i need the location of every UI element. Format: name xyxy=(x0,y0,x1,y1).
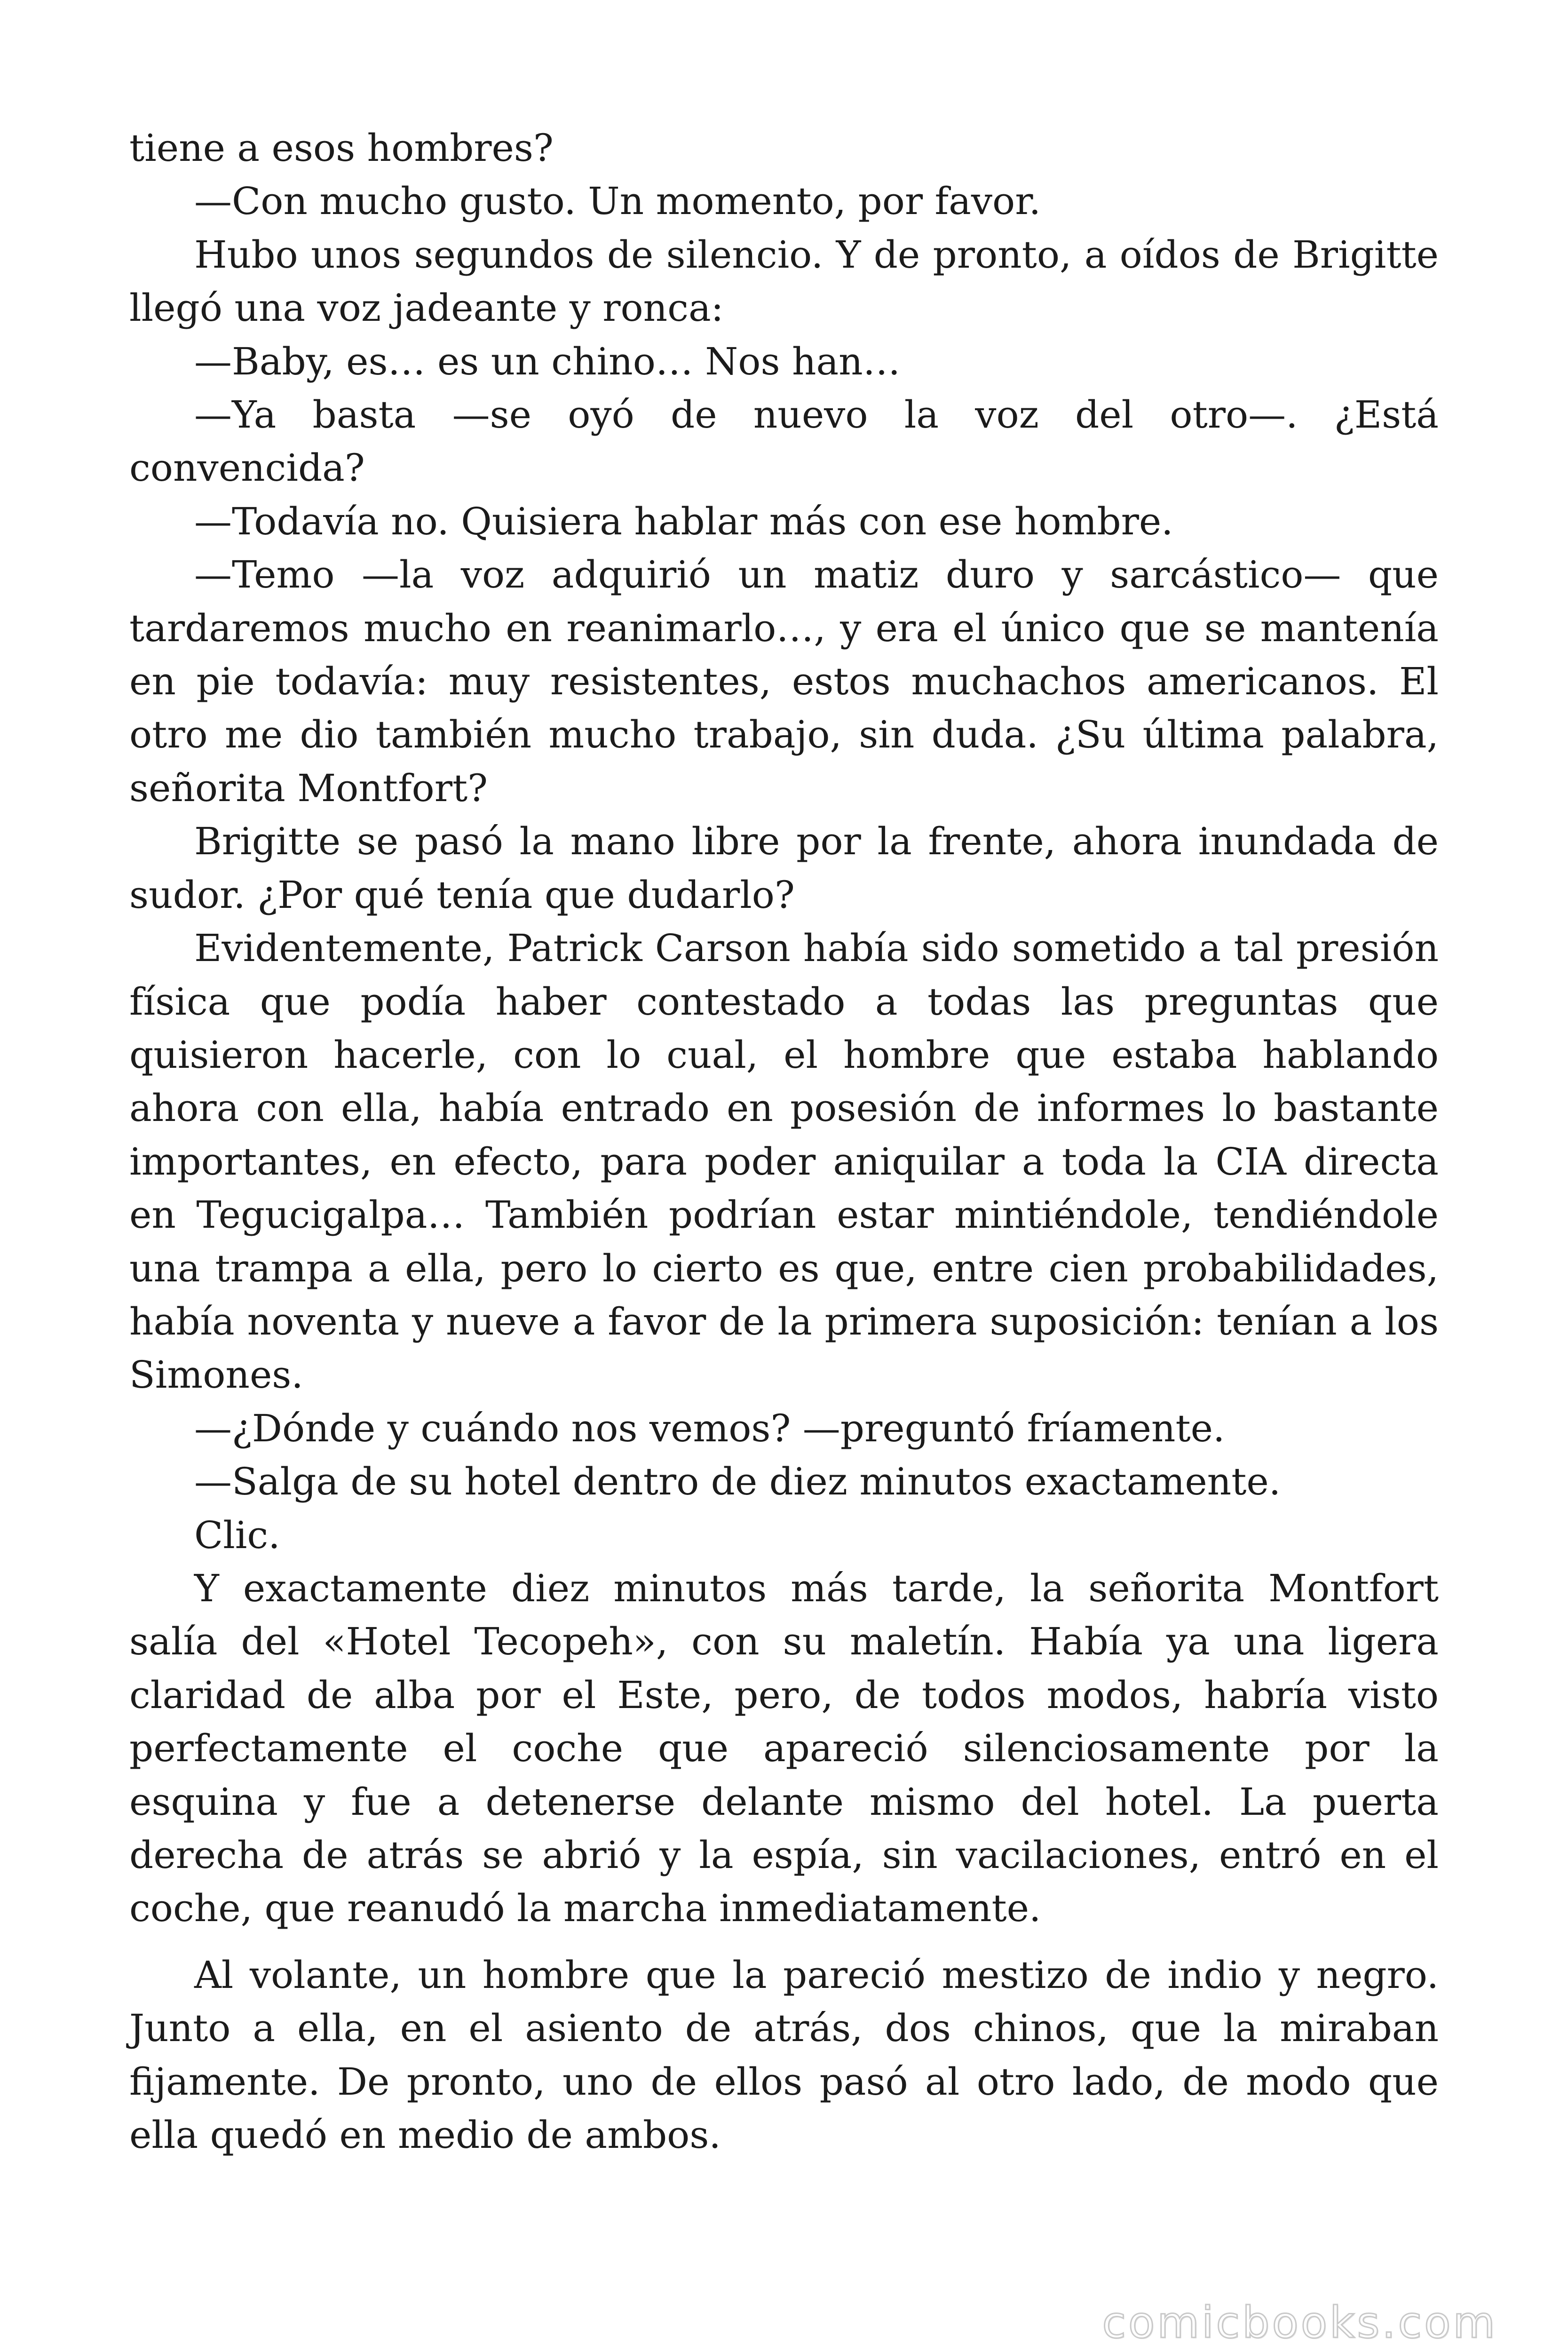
paragraph-1: tiene a esos hombres? xyxy=(129,126,554,170)
paragraph-14: Al volante, un hombre que la pareció mestizo de indio y negro. Junto a ella, en el asiento de atrás, dos chinos, que la miraban fijamente. De pronto, uno de ellos pasó al otro lado, de modo que ella quedó en medio de ambos. xyxy=(129,1953,1439,2157)
paragraph-12: Clic. xyxy=(194,1513,280,1557)
paragraph-2: —Con mucho gusto. Un momento, por favor. xyxy=(194,179,1041,223)
paragraph-4: —Baby, es… es un chino… Nos han… xyxy=(194,339,901,383)
watermark: comicbooks.com xyxy=(1102,2297,1497,2348)
paragraph-6: —Todavía no. Quisiera hablar más con ese hombre. xyxy=(194,499,1173,543)
paragraph-8: Brigitte se pasó la mano libre por la frente, ahora inundada de sudor. ¿Por qué tenía que dudarlo? xyxy=(129,819,1439,917)
paragraph-11: —Salga de su hotel dentro de diez minutos exactamente. xyxy=(194,1460,1281,1504)
paragraph-13: Y exactamente diez minutos más tarde, la señorita Montfort salía del «Hotel Tecopeh», con su maletín. Había ya una ligera claridad de alba por el Este, pero, de todos modos, habría visto perfectamente el coche que apareció silenciosamente por la esquina y fue a detenerse delante mismo del hotel. La puerta derecha de atrás se abrió y la espía, sin vacilaciones, entró en el coche, que reanudó la marcha inmediatamente. xyxy=(129,1566,1439,1931)
paragraph-9: Evidentemente, Patrick Carson había sido sometido a tal presión física que podía haber contestado a todas las preguntas que quisieron hacerle, con lo cual, el hombre que estaba hablando ahora con ella, había entrado en posesión de informes lo bastante importantes, en efecto, para poder aniquilar a toda la CIA directa en Tegucigalpa… También podrían estar mintiéndole, tendiéndole una trampa a ella, pero lo cierto es que, entre cien probabilidades, había noventa y nueve a favor de la primera suposición: tenían a los Simones. xyxy=(129,926,1439,1397)
page-body xyxy=(129,121,1439,2161)
paragraph-7: —Temo —la voz adquirió un matiz duro y sarcástico— que tardaremos mucho en reanimarlo…, y era el único que se mantenía en pie todavía: muy resistentes, estos muchachos americanos. El otro me dio también mucho trabajo, sin duda. ¿Su última palabra, señorita Montfort? xyxy=(129,553,1439,810)
paragraph-5: —Ya basta —se oyó de nuevo la voz del otro—. ¿Está convencida? xyxy=(129,393,1439,490)
paragraph-10: —¿Dónde y cuándo nos vemos? —preguntó fríamente. xyxy=(194,1406,1225,1450)
paragraph-3: Hubo unos segundos de silencio. Y de pronto, a oídos de Brigitte llegó una voz jadeante y ronca: xyxy=(129,232,1439,330)
